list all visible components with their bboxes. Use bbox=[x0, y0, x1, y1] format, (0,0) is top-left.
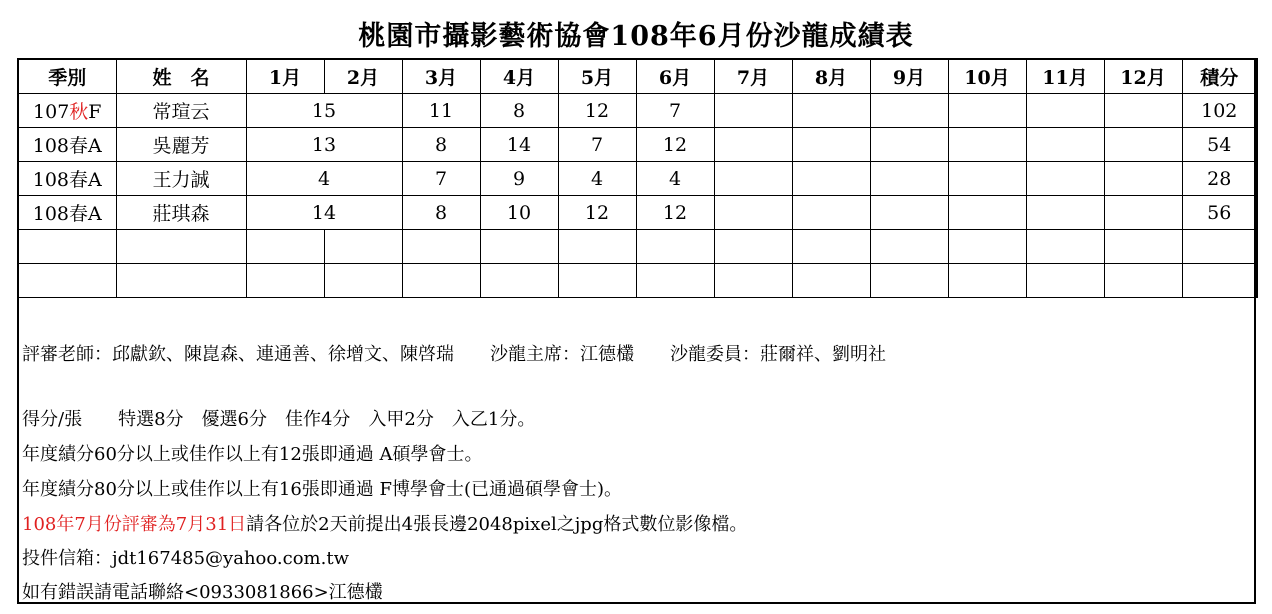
deadline-text: 請各位於2天前提出4張長邊2048pixel之jpg格式數位影像檔。 bbox=[246, 514, 748, 535]
name-cell: 王力誠 bbox=[116, 162, 246, 196]
season-text: 108春A bbox=[32, 169, 102, 191]
score-may: 12 bbox=[558, 196, 636, 230]
column-header: 12月 bbox=[1104, 59, 1182, 94]
rule-a-line: 年度績分60分以上或佳作以上有12張即通過 A碩學會士。 bbox=[22, 444, 483, 465]
season-text: 108春A bbox=[32, 203, 102, 225]
rule-f-line: 年度績分80分以上或佳作以上有16張即通過 F博學會士(已通過碩學會士)。 bbox=[22, 479, 623, 500]
column-header: 10月 bbox=[948, 59, 1026, 94]
score-may: 7 bbox=[558, 128, 636, 162]
score-jun: 4 bbox=[636, 162, 714, 196]
total-cell: 102 bbox=[1182, 94, 1257, 128]
score-jun: 12 bbox=[636, 128, 714, 162]
column-header: 季別 bbox=[18, 59, 116, 94]
score-mar: 7 bbox=[402, 162, 480, 196]
score-apr: 9 bbox=[480, 162, 558, 196]
score-apr: 10 bbox=[480, 196, 558, 230]
column-header: 4月 bbox=[480, 59, 558, 94]
deadline-date: 108年7月份評審為7月31日 bbox=[22, 514, 247, 535]
season-text: 107 bbox=[33, 101, 70, 123]
total-cell: 28 bbox=[1182, 162, 1257, 196]
column-header: 5月 bbox=[558, 59, 636, 94]
score-mar: 11 bbox=[402, 94, 480, 128]
score-apr: 8 bbox=[480, 94, 558, 128]
column-header: 3月 bbox=[402, 59, 480, 94]
column-header: 8月 bbox=[792, 59, 870, 94]
column-header: 6月 bbox=[636, 59, 714, 94]
column-header: 姓 名 bbox=[116, 59, 246, 94]
season-text: 108春A bbox=[32, 135, 102, 157]
total-cell: 54 bbox=[1182, 128, 1257, 162]
total-cell: 56 bbox=[1182, 196, 1257, 230]
score-jun: 12 bbox=[636, 196, 714, 230]
name-cell: 吳麗芳 bbox=[116, 128, 246, 162]
page-title: 桃園市攝影藝術協會108年6月份沙龍成績表 bbox=[358, 21, 914, 52]
score-jan-feb: 13 bbox=[246, 128, 402, 162]
score-may: 4 bbox=[558, 162, 636, 196]
column-header: 積分 bbox=[1182, 59, 1257, 94]
column-header: 11月 bbox=[1026, 59, 1104, 94]
name-cell: 莊琪森 bbox=[116, 196, 246, 230]
score-apr: 14 bbox=[480, 128, 558, 162]
scoring-line: 得分/張 特選8分 優選6分 佳作4分 入甲2分 入乙1分。 bbox=[22, 409, 536, 430]
judges-line: 評審老師：邱獻欽、陳崑森、連通善、徐增文、陳啓瑞 沙龍主席：江德欉 沙龍委員：莊爾祥、劉明社 bbox=[22, 344, 886, 365]
contact-line: 如有錯誤請電話聯絡<0933081866>江德欉 bbox=[22, 582, 383, 603]
score-jan-feb: 14 bbox=[246, 196, 402, 230]
column-header: 7月 bbox=[714, 59, 792, 94]
score-jan-feb: 15 bbox=[246, 94, 402, 128]
score-mar: 8 bbox=[402, 196, 480, 230]
name-cell: 常瑄云 bbox=[116, 94, 246, 128]
season-suffix: F bbox=[88, 101, 102, 123]
score-jan-feb: 4 bbox=[246, 162, 402, 196]
column-header: 9月 bbox=[870, 59, 948, 94]
season-mark: 秋 bbox=[69, 101, 89, 123]
score-jun: 7 bbox=[636, 94, 714, 128]
email-line[interactable]: 投件信箱：jdt167485@yahoo.com.tw bbox=[22, 548, 349, 569]
column-header: 1月 bbox=[246, 59, 324, 94]
score-may: 12 bbox=[558, 94, 636, 128]
score-mar: 8 bbox=[402, 128, 480, 162]
column-header: 2月 bbox=[324, 59, 402, 94]
deadline-line bbox=[22, 510, 747, 536]
